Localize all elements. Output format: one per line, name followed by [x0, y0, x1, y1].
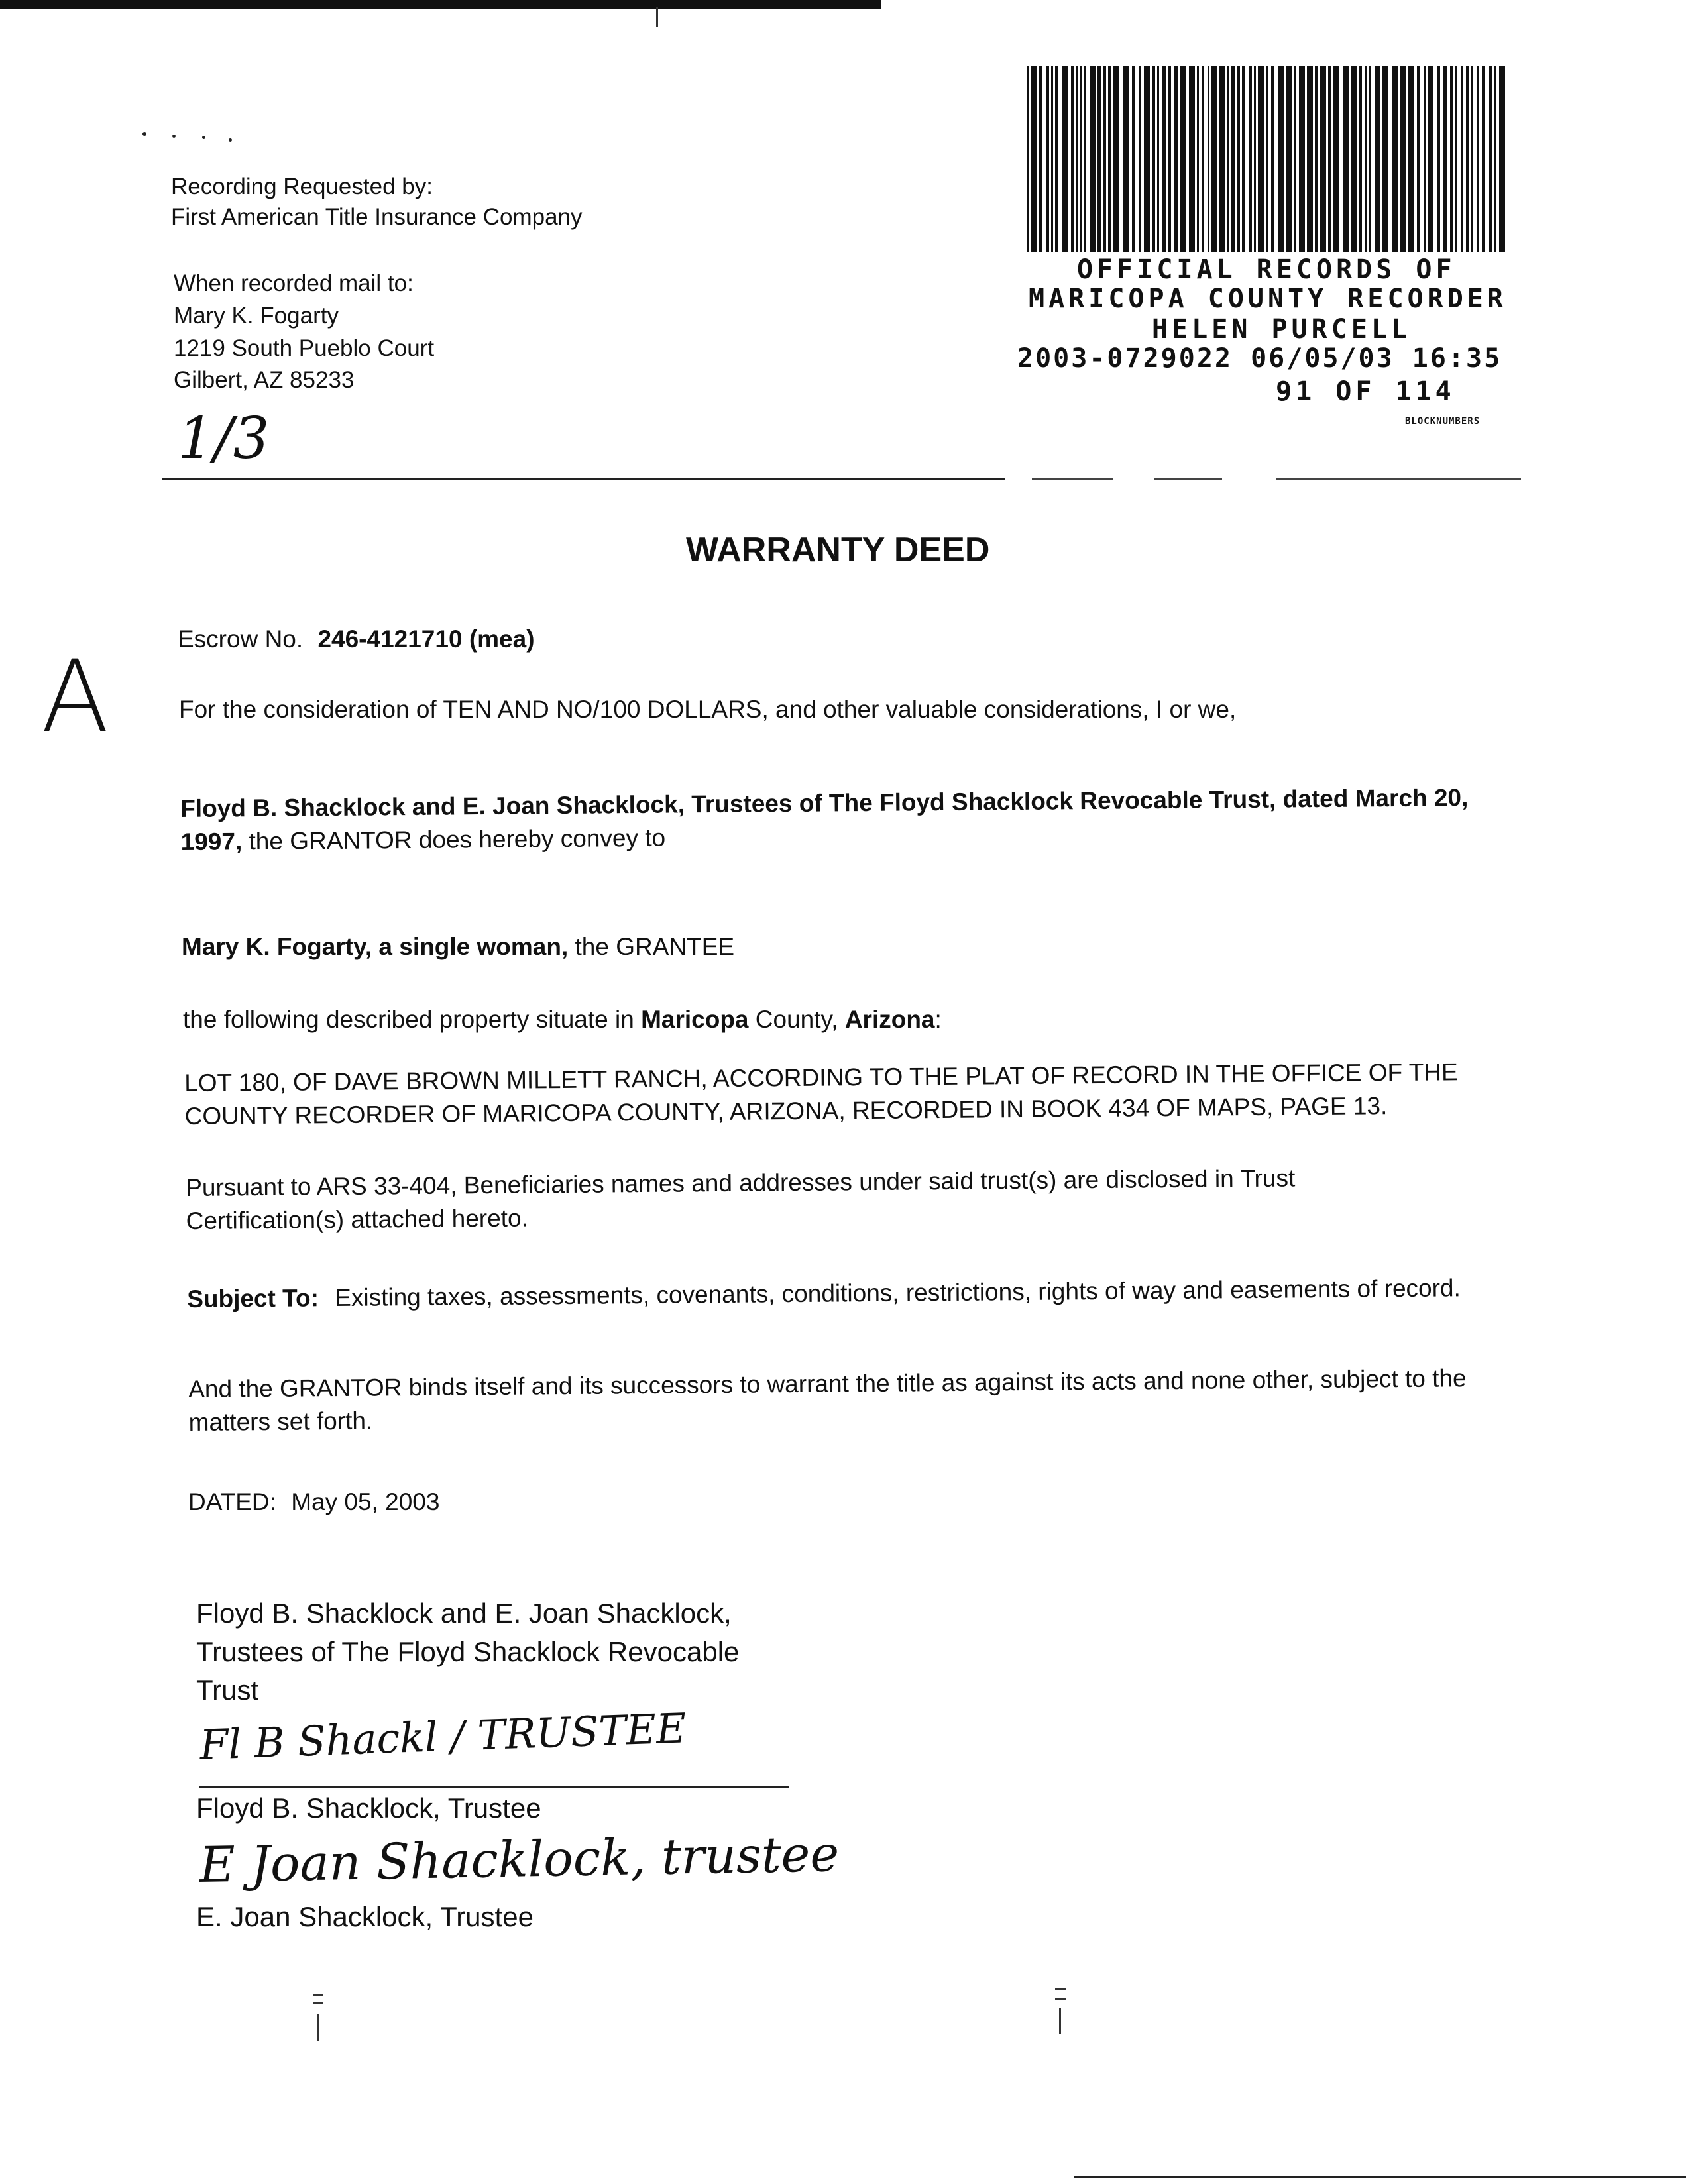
mail-to-name: Mary K. Fogarty	[174, 303, 339, 329]
recorder-stamp-line1: OFFICIAL RECORDS OF	[1077, 254, 1456, 285]
escrow-line	[178, 623, 535, 656]
grantor-suffix: the GRANTOR does hereby convey to	[242, 824, 666, 855]
recorder-stamp-line4: 2003-0729022 06/05/03 16:35	[1017, 343, 1502, 374]
grantor-names: Floyd B. Shacklock and E. Joan Shacklock, Trustees of The Floyd Shacklock Revocable Trust, dated March 20, 1997,	[180, 784, 1469, 855]
grantee-suffix: the GRANTEE	[568, 933, 735, 960]
consideration-clause: For the consideration of TEN AND NO/100 DOLLARS, and other valuable considerations, I or we,	[179, 696, 1237, 723]
escrow-label: Escrow No.	[178, 626, 304, 653]
grantee-name: Mary K. Fogarty, a single woman,	[182, 933, 569, 960]
recording-requested-label: Recording Requested by:	[171, 174, 433, 199]
margin-mark: A	[41, 639, 109, 755]
recorder-stamp-line5: 91 OF 114	[1276, 376, 1455, 407]
scan-mark-left	[311, 1994, 325, 2041]
escrow-number: 246-4121710 (mea)	[317, 626, 535, 653]
property-county-word: County,	[748, 1006, 845, 1033]
document-title: WARRANTY DEED	[686, 531, 990, 569]
top-scan-edge	[0, 0, 881, 9]
recorder-stamp-small-tag: BLOCKNUMBERS	[1405, 416, 1481, 427]
bottom-scan-edge	[1074, 2176, 1686, 2178]
signature-block-heading-line2: Trustees of The Floyd Shacklock Revocable	[196, 1636, 740, 1667]
top-scan-mark	[656, 7, 667, 27]
mail-to-street: 1219 South Pueblo Court	[174, 335, 435, 361]
recording-requested-company: First American Title Insurance Company	[171, 204, 583, 230]
property-colon: :	[934, 1006, 942, 1033]
signer1-label: Floyd B. Shacklock, Trustee	[196, 1792, 541, 1824]
header-separator	[162, 478, 1521, 480]
scan-mark-right	[1054, 1988, 1067, 2034]
handwritten-fraction: 1/3	[178, 406, 270, 472]
signature-block-heading-line1: Floyd B. Shacklock and E. Joan Shacklock,	[196, 1598, 732, 1629]
trust-disclosure-clause: Pursuant to ARS 33-404, Beneficiaries names and addresses under said trust(s) are disclosed in Trust Certification(s) attached hereto.	[186, 1164, 1296, 1234]
dated-value: May 05, 2003	[291, 1488, 440, 1515]
dated-line	[188, 1486, 439, 1519]
signer2-label: E. Joan Shacklock, Trustee	[196, 1901, 534, 1932]
recorder-stamp-line2: MARICOPA COUNTY RECORDER	[1029, 284, 1507, 314]
mail-to-label: When recorded mail to:	[174, 270, 414, 296]
subject-to-clause	[187, 1272, 1506, 1316]
dated-label: DATED:	[188, 1488, 276, 1515]
subject-to-label: Subject To:	[187, 1284, 319, 1313]
recorder-barcode	[1026, 66, 1510, 254]
signature-block-heading-line3: Trust	[196, 1674, 259, 1706]
signature-line-1	[199, 1786, 789, 1788]
recorder-stamp-line3: HELEN PURCELL	[1152, 314, 1412, 345]
subject-to-text: Existing taxes, assessments, covenants, conditions, restrictions, rights of way and easements of record.	[335, 1274, 1461, 1312]
grantee-line	[182, 930, 734, 963]
stray-dots	[142, 129, 242, 142]
warranty-clause: And the GRANTOR binds itself and its successors to warrant the title as against its acts and none other, subject to the matters set forth.	[188, 1364, 1467, 1436]
legal-description: LOT 180, OF DAVE BROWN MILLETT RANCH, ACCORDING TO THE PLAT OF RECORD IN THE OFFICE OF THE COUNTY RECORDER OF MARICOPA COUNTY, ARIZONA, RECORDED IN BOOK 434 OF MAPS, PAGE 13.	[184, 1058, 1458, 1130]
property-prefix: the following described property situate in	[183, 1006, 642, 1033]
property-state: Arizona	[844, 1006, 935, 1033]
grantor-paragraph	[180, 781, 1500, 859]
signature-floyd: Fl B Shackl / TRUSTEE	[199, 1704, 687, 1769]
signature-joan: E Joan Shacklock, trustee	[199, 1826, 840, 1894]
property-location-line	[183, 1003, 942, 1036]
mail-to-city: Gilbert, AZ 85233	[174, 367, 355, 393]
property-county: Maricopa	[641, 1006, 749, 1033]
